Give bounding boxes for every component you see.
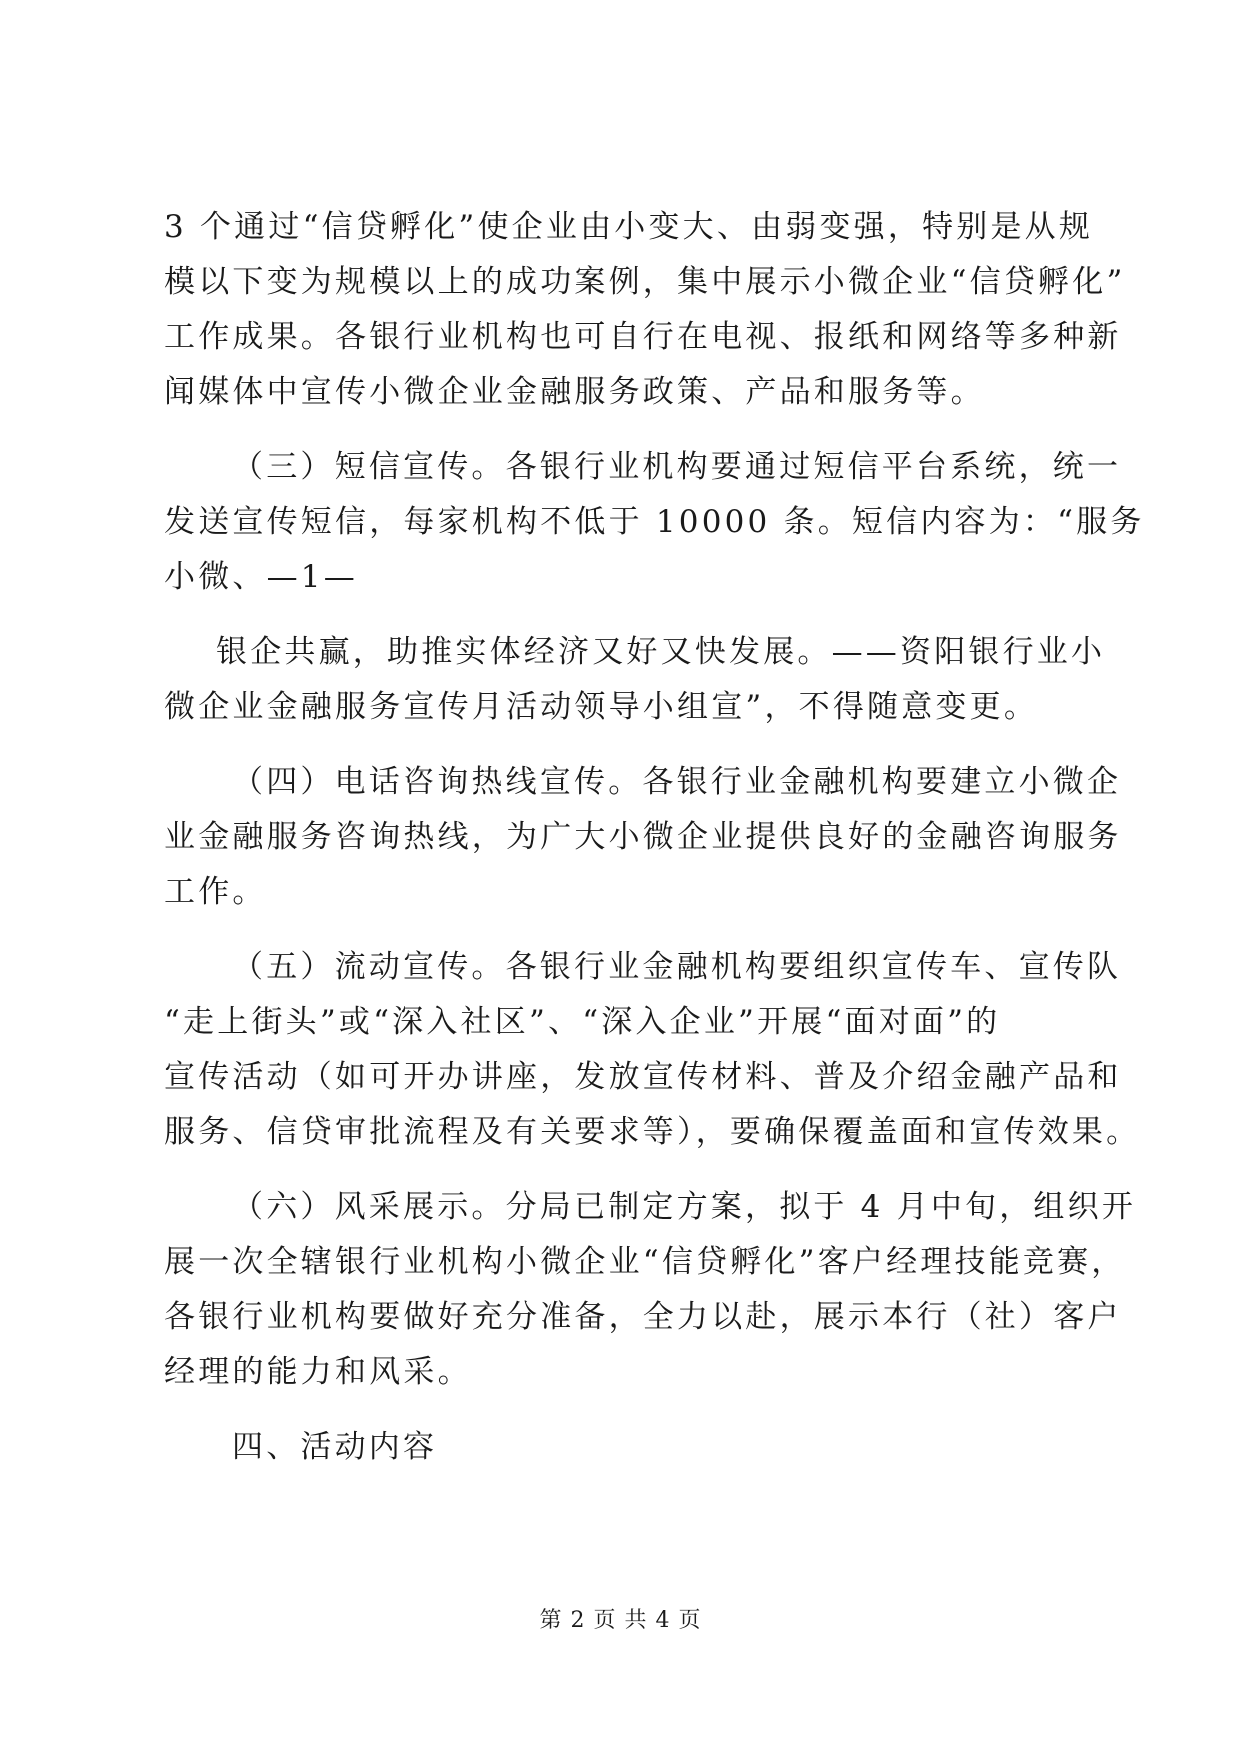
text-line: 微企业金融服务宣传月活动领导小组宣”，不得随意变更。 [164,689,1039,725]
text-line: 发送宣传短信，每家机构不低于 10000 条。短信内容为：“服务 [164,504,1145,540]
section-heading: 四、活动内容 [232,1429,438,1465]
paragraph-line: （四）电话咨询热线宣传。各银行业金融机构要建立小微企 [232,764,1122,800]
text-line: 服务、信贷审批流程及有关要求等），要确保覆盖面和宣传效果。 [164,1114,1141,1150]
text-line: 小微、—1— [164,559,358,595]
text-line: 经理的能力和风采。 [164,1354,472,1390]
paragraph-line: （六）风采展示。分局已制定方案，拟于 4 月中旬，组织开 [232,1189,1137,1225]
text-line: 工作成果。各银行业机构也可自行在电视、报纸和网络等多种新 [164,319,1122,355]
text-line: 3 个通过“信贷孵化”使企业由小变大、由弱变强，特别是从规 [164,209,1094,245]
paragraph-line: （五）流动宣传。各银行业金融机构要组织宣传车、宣传队 [232,949,1122,985]
text-line: 模以下变为规模以上的成功案例，集中展示小微企业“信贷孵化” [164,264,1126,300]
text-line: 闻媒体中宣传小微企业金融服务政策、产品和服务等。 [164,374,985,410]
text-line: 宣传活动（如可开办讲座，发放宣传材料、普及介绍金融产品和 [164,1059,1122,1095]
text-line: “走上街头”或“深入社区”、“深入企业”开展“面对面”的 [164,1004,1001,1040]
paragraph-line: （三）短信宣传。各银行业机构要通过短信平台系统，统一 [232,449,1122,485]
text-line: 工作。 [164,874,267,910]
text-line: 业金融服务咨询热线，为广大小微企业提供良好的金融咨询服务 [164,819,1122,855]
paragraph-line: 银企共赢，助推实体经济又好又快发展。——资阳银行业小 [216,634,1106,670]
text-line: 展一次全辖银行业机构小微企业“信贷孵化”客户经理技能竞赛， [164,1244,1126,1280]
page-number-footer: 第 2 页 共 4 页 [539,1608,702,1633]
text-line: 各银行业机构要做好充分准备，全力以赴，展示本行（社）客户 [164,1299,1122,1335]
